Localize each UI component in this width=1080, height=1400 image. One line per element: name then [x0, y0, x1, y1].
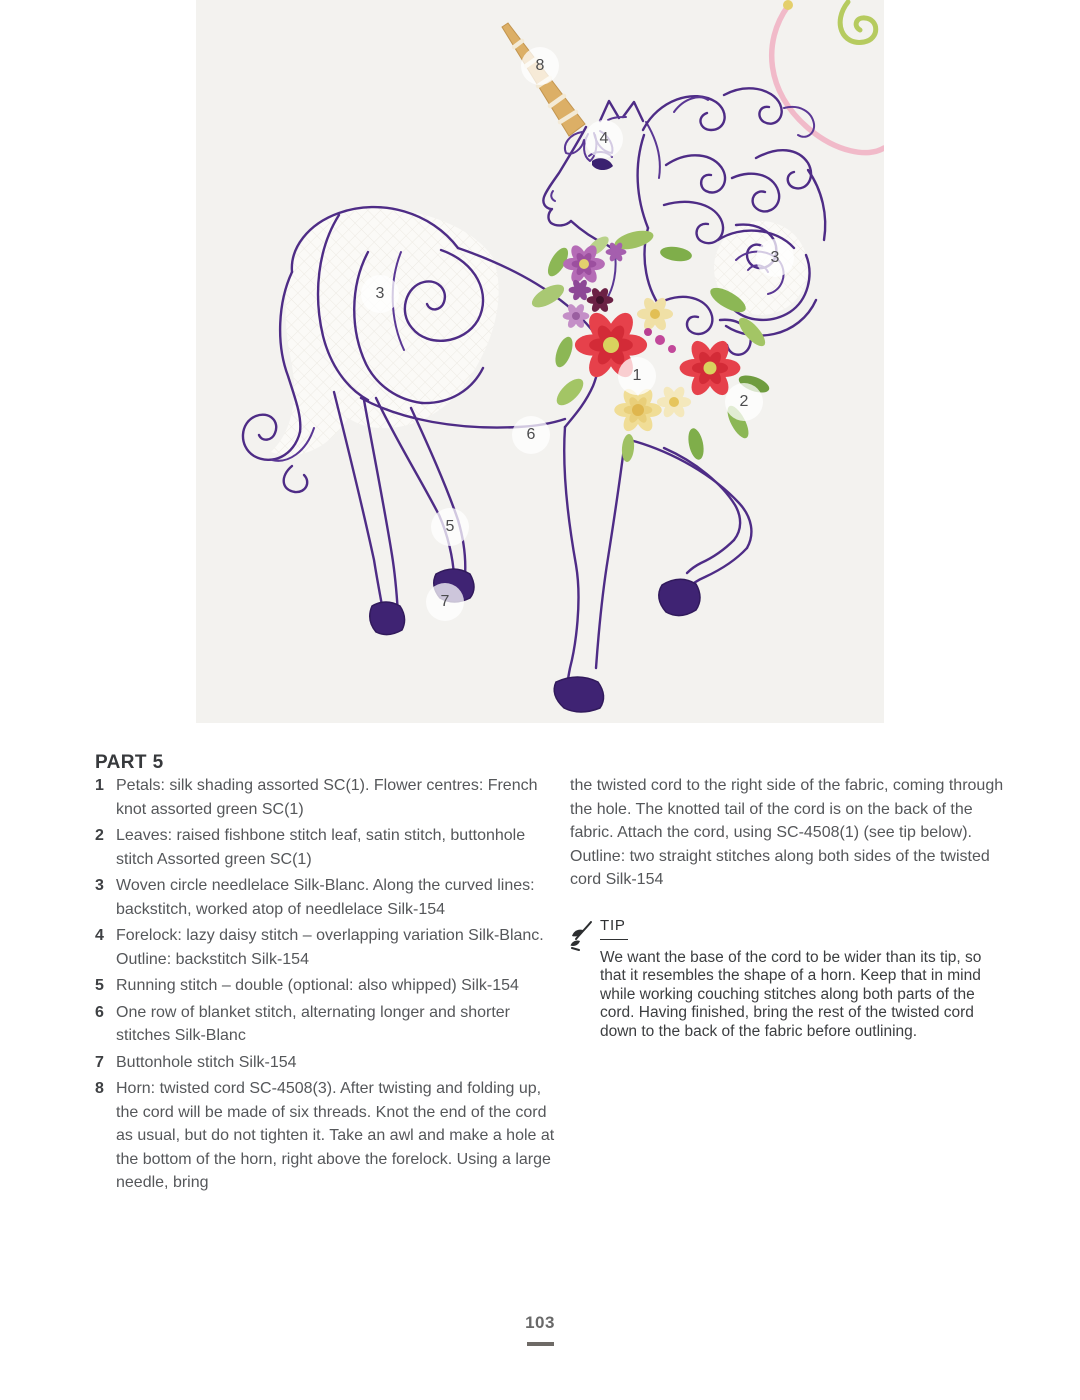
- step-number: 5: [95, 977, 104, 994]
- step-number: 4: [95, 927, 104, 944]
- marker-label: 3: [375, 285, 385, 302]
- step-number: 7: [95, 1053, 104, 1071]
- corner-embroidery: [772, 0, 884, 153]
- step-item: [95, 874, 563, 921]
- hoof: [554, 677, 603, 712]
- step-marker: [426, 583, 464, 621]
- tip-text: We want the base of the cord to be wider than its tip, so that it resembles the shape of a horn. Keep that in mind while working couching stitches along both parts of the cord. Having finished, bring the rest of the twisted cord down to the back of the fabric before outlining.: [600, 948, 982, 1040]
- step-item: [95, 974, 563, 998]
- marker-label: 2: [739, 393, 749, 410]
- sprig-icon: [570, 917, 600, 1042]
- step-marker: [431, 508, 469, 546]
- step-item: [95, 924, 563, 971]
- step-number: 1: [95, 777, 104, 794]
- step-text: Leaves: raised fishbone stitch leaf, satin stitch, buttonhole stitch Assorted green SC(1): [116, 827, 526, 868]
- hoof: [659, 579, 700, 615]
- front-legs: [554, 427, 751, 712]
- marker-label: 3: [770, 249, 780, 266]
- step-text: Buttonhole stitch Silk-154: [116, 1053, 297, 1071]
- marker-label: 8: [535, 57, 545, 74]
- step-item: [95, 1077, 563, 1195]
- marker-label: 4: [599, 130, 609, 147]
- marker-label: 6: [526, 426, 536, 443]
- step-item: [95, 1051, 563, 1075]
- eye: [592, 158, 613, 170]
- step-text: Horn: twisted cord SC-4508(3). After twisting and folding up, the cord will be made of six threads. Knot the end of the cord as usual, but do not tighten it. Take an awl and make a hole at the bottom of the horn, right above the forelock. Using a large needle, bring: [116, 1080, 555, 1191]
- tip-body: [600, 917, 1010, 1042]
- step-text: Running stitch – double (optional: also whipped) Silk-154: [116, 977, 519, 994]
- section-title: PART 5: [95, 751, 164, 773]
- embroidery-photo: [196, 0, 884, 723]
- step-marker: [521, 47, 559, 85]
- step-marker: [585, 120, 623, 158]
- step-number: 8: [95, 1080, 104, 1097]
- step-number: 2: [95, 827, 104, 844]
- tip-box: [570, 917, 1010, 1042]
- page-number: 103: [525, 1313, 555, 1332]
- step-number: 3: [95, 877, 104, 894]
- right-column: [570, 774, 1010, 1041]
- page-number-rule: [527, 1342, 554, 1346]
- step-marker: [618, 357, 656, 395]
- step-number: 6: [95, 1003, 104, 1021]
- step-text: Woven circle needlelace Silk-Blanc. Along the curved lines: backstitch, worked atop of needlelace Silk-154: [116, 877, 535, 918]
- hoof: [370, 602, 405, 635]
- step-marker: [512, 416, 550, 454]
- step-marker: [725, 383, 763, 421]
- continuation-paragraph: the twisted cord to the right side of the fabric, coming through the hole. The knotted tail of the cord is on the back of the fabric. Attach the cord, using SC-4508(1) (see tip below). Outline: two straight stitches along both sides of the twisted cord Silk-154: [570, 777, 1004, 888]
- step-item: [95, 774, 563, 821]
- step-text: One row of blanket stitch, alternating longer and shorter stitches Silk-Blanc: [116, 1003, 510, 1044]
- marker-label: 5: [445, 518, 455, 535]
- tip-label: TIP: [600, 917, 628, 940]
- step-marker: [361, 275, 399, 313]
- step-text: Forelock: lazy daisy stitch – overlapping variation Silk-Blanc. Outline: backstitch Silk-154: [116, 927, 544, 968]
- marker-label: 7: [440, 593, 450, 610]
- step-marker: [756, 239, 794, 277]
- steps-list: [95, 774, 563, 1198]
- step-item: [95, 824, 563, 871]
- unicorn-embroidery-art: [196, 0, 884, 723]
- step-item: [95, 1001, 563, 1048]
- step-text: Petals: silk shading assorted SC(1). Flower centres: French knot assorted green SC(1): [116, 777, 538, 818]
- marker-label: 1: [632, 367, 642, 384]
